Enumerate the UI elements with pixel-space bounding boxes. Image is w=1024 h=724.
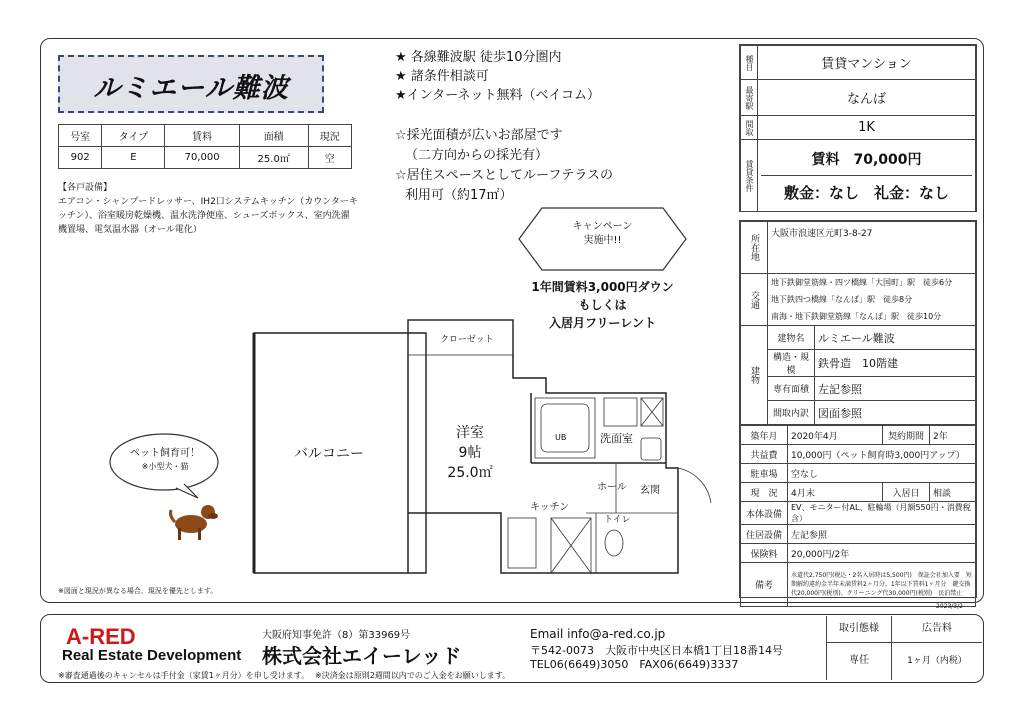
kitchen-label: キッチン xyxy=(530,502,570,513)
movein-value: 相談 xyxy=(930,483,976,502)
footer-note-1: ※審査通過後のキャンセルは手付金（家賃1ヶ月分）を申し受けます。 xyxy=(58,671,310,680)
table-header-row xyxy=(59,125,352,147)
remarks-value: 水道代2,750円(税込・2名入居時は5,500円) 保証会社加入要 短期解約違約金半年未満賃料2ヶ月分、1年以下賃料1ヶ月分 鍵交換代20,000円(税別)、クリーニング代30,000円(税別) 民泊禁止 xyxy=(788,563,976,607)
company-logo-sub: Real Estate Development xyxy=(62,647,242,664)
rent-value: 賃料 70,000円 xyxy=(811,151,922,168)
layout-label: 間取 xyxy=(741,116,758,140)
feature-item: ★インターネット無料（ベイコム） xyxy=(395,88,600,103)
facility-value: EV、モニター付AL、駐輪場（月額550円・消費税含） xyxy=(788,502,976,525)
feature-item: ☆採光面積が広いお部屋です xyxy=(395,128,563,143)
facility-label: 本体設備 xyxy=(741,502,788,525)
contract-label: 契約期間 xyxy=(883,426,930,445)
feature-list-2 xyxy=(395,126,613,206)
address-value: 大阪市浪速区元町3-8-27 xyxy=(768,222,976,274)
transport-line: 地下鉄御堂筋線・四ツ橋線「大国町」駅 徒歩6分 xyxy=(771,278,953,287)
table-cell: 空 xyxy=(308,147,351,169)
structure-value: 鉄骨造 10階建 xyxy=(815,350,976,377)
fee-label: 広告料 xyxy=(892,616,982,643)
movein-label: 入居日 xyxy=(883,483,930,502)
detail-box xyxy=(739,220,977,598)
feature-item: ★ 各線難波駅 徒歩10分圏内 xyxy=(395,50,562,65)
bldg-name-label: 建物名 xyxy=(768,326,815,350)
pet-line: ペット飼育可！ xyxy=(130,448,200,459)
room-area: 25.0㎡ xyxy=(447,465,493,481)
area-label: 専有面積 xyxy=(768,377,815,401)
company-phone: TEL06(6649)3050 FAX06(6649)3337 xyxy=(530,658,739,671)
status-value: 4月末 xyxy=(788,483,883,502)
closet-label: クローゼット xyxy=(440,335,494,345)
bldg-name-value: ルミエール難波 xyxy=(815,326,976,350)
property-title: ルミエール難波 xyxy=(93,73,289,104)
campaign-line: 1年間賃料3,000円ダウン xyxy=(531,280,674,294)
feature-list xyxy=(395,48,600,105)
summary-box xyxy=(739,44,977,212)
room-size: 9帖 xyxy=(458,445,482,461)
company-address: 〒542-0073 大阪市中央区日本橋1丁目18番14号 xyxy=(530,644,783,657)
room-label xyxy=(440,423,500,483)
deposit-value: 敷金：なし 礼金：なし xyxy=(761,175,972,209)
title-box xyxy=(58,55,324,113)
table-cell: 70,000 xyxy=(165,147,239,169)
unit-table xyxy=(58,124,352,169)
mode-label: 取引態様 xyxy=(827,616,891,643)
toilet-label: トイレ xyxy=(604,515,631,525)
table-cell: 902 xyxy=(59,147,102,169)
footer-terms xyxy=(826,616,983,680)
table-header: 面積 xyxy=(239,125,308,147)
station-label: 最寄駅 xyxy=(741,80,758,116)
type-label: 種目 xyxy=(741,46,758,80)
campaign-tag xyxy=(540,220,665,248)
feature-item: （二方向からの採光有） xyxy=(405,148,549,163)
common-value: 10,000円（ペット飼育時3,000円アップ） xyxy=(788,445,976,464)
rent-cell xyxy=(758,140,976,212)
ub-label: UB xyxy=(555,433,567,442)
campaign-line: 入居月フリーレント xyxy=(549,316,656,330)
feature-item: 利用可（約17㎡） xyxy=(405,188,513,203)
campaign-tag-line: キャンペーン xyxy=(572,221,633,232)
equipment-heading: 【各戸設備】 xyxy=(58,183,113,193)
table-header: 賃料 xyxy=(165,125,239,147)
pet-line: ※小型犬・猫 xyxy=(141,462,189,471)
other-label: 住居設備 xyxy=(741,525,788,544)
built-label: 築年月 xyxy=(741,426,788,445)
rent-label: 賃貸条件 xyxy=(741,140,758,212)
floorplan-note: ※図面と現況が異なる場合、現況を優先とします。 xyxy=(58,587,218,595)
transport-cell xyxy=(768,274,976,326)
company-email: Email info@a-red.co.jp xyxy=(530,627,666,641)
company-name: 株式会社エイーレッド xyxy=(262,644,462,668)
footer-note-2: ※決済金は原則2週間以内でのご入金をお願いします。 xyxy=(315,671,511,680)
room-name: 洋室 xyxy=(456,425,484,441)
mode-value: 専任 xyxy=(849,655,869,666)
entrance-label: 玄関 xyxy=(640,485,660,496)
insurance-value: 20,000円/2年 xyxy=(788,544,976,563)
table-header: タイプ xyxy=(102,125,165,147)
status-label: 現 況 xyxy=(741,483,788,502)
transport-line: 地下鉄四つ橋線「なんば」駅 徒歩8分 xyxy=(771,295,913,304)
equipment-block xyxy=(58,181,358,237)
pet-bubble xyxy=(115,447,215,473)
feature-item: ★ 諸条件相談可 xyxy=(395,69,489,84)
address-label: 所在地 xyxy=(741,222,768,274)
fee-value: 1ヶ月（内税） xyxy=(907,656,967,666)
washroom-label: 洗面室 xyxy=(600,432,633,445)
table-header: 号室 xyxy=(59,125,102,147)
station-value: なんば xyxy=(758,80,976,116)
common-label: 共益費 xyxy=(741,445,788,464)
area-value: 左記参照 xyxy=(815,377,976,401)
balcony-label: バルコニー xyxy=(294,446,364,462)
campaign-tag-line: 実施中!! xyxy=(583,235,622,246)
floor-label: 間取内訳 xyxy=(768,401,815,425)
table-cell: E xyxy=(102,147,165,169)
dog-icon xyxy=(165,498,221,544)
parking-label: 駐車場 xyxy=(741,464,788,483)
layout-value: 1K xyxy=(758,116,976,140)
hall-label: ホール xyxy=(597,482,627,493)
company-logo-main: A-RED xyxy=(66,624,136,649)
table-cell: 25.0㎡ xyxy=(239,147,308,169)
remarks-label: 備考 xyxy=(741,563,788,607)
equipment-text: エアコン・シャンプードレッサー、IH2口システムキッチン（カウンターキッチン）、浴室暖房乾燥機、温水洗浄便座、シューズボックス、室内洗濯機置場、電気温水器（オール電化） xyxy=(58,197,358,235)
license-text: 大阪府知事免許（8）第33969号 xyxy=(262,630,411,641)
issue-date: 2023/3/2 xyxy=(936,603,963,610)
other-value: 左記参照 xyxy=(788,525,976,544)
type-value: 賃貸マンション xyxy=(758,46,976,80)
feature-item: ☆居住スペースとしてルーフテラスの xyxy=(395,168,613,183)
table-row xyxy=(59,147,352,169)
transport-label: 交通 xyxy=(741,274,768,326)
building-label: 建物 xyxy=(741,326,768,425)
fee-cell xyxy=(892,616,982,680)
floor-value: 図面参照 xyxy=(815,401,976,425)
structure-label: 構造・規模 xyxy=(768,350,815,377)
mode-cell xyxy=(827,616,892,680)
transport-line: 南海・地下鉄御堂筋線「なんば」駅 徒歩10分 xyxy=(771,312,942,321)
campaign-line: もしくは xyxy=(578,298,627,312)
built-value: 2020年4月 xyxy=(788,426,883,445)
table-header: 現況 xyxy=(308,125,351,147)
parking-value: 空なし xyxy=(788,464,976,483)
contract-value: 2年 xyxy=(930,426,976,445)
insurance-label: 保険料 xyxy=(741,544,788,563)
